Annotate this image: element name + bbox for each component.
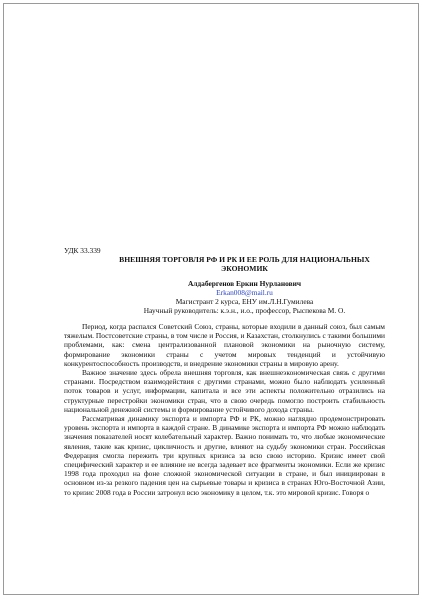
author-block <box>64 279 385 315</box>
paragraph-2: Важное значение здесь обрела внешняя торговля, как внешнеэкономическая связь с другими странами. Посредством взаимодействия с другими странами, можно было наблюдать усиленный поток товаров и услуг, информации, капитала и все эти аспекты положительно отразились на структурные перестройки экономики стран, что в свою очередь помогло построить стабильность национальной денежной системы и формирование устойчивого дохода страны. <box>64 368 385 414</box>
udk-code: УДК 33.339 <box>64 246 101 255</box>
article-title <box>64 255 385 273</box>
paragraph-3: Рассматривая динамику экспорта и импорта РФ и РК, можно наглядно продемонстрировать уровень экспорта и импорта в каждой стране. В динамике экспорта и импорта РФ можно наблюдать значения показателей носят колебательный характер. Важно понимать то, что любые экономические явления, такие как кризис, цикличность и другие, влияют на судьбу экономики стран. Российская Федерация смогла пережить три крупных кризиса за всю свою историю. Кризис имеет свой специфический характер и ее влияние не всегда задевает все фрагменты экономики. Если же кризис 1998 года проходил на фоне сложной экономической ситуации в стране, и был инициирован в основном из-за резкого падения цен на сырьевые товары и кризиса в странах Юго-Восточной Азии, то кризис 2008 года в России затронул всю экономику в целом, т.к. это мировой кризис. Говоря о <box>64 414 385 497</box>
title-line-1: ВНЕШНЯЯ ТОРГОВЛЯ РФ И РК И ЕЕ РОЛЬ ДЛЯ НАЦИОНАЛЬНЫХ <box>119 255 370 264</box>
author-name: Алдабергенов Еркин Нурланович <box>187 279 302 288</box>
title-line-2: ЭКОНОМИК <box>221 264 268 273</box>
author-affiliation: Магистрант 2 курса, ЕНУ им.Л.Н.Гумилева <box>175 297 314 306</box>
paragraph-1: Период, когда распался Советский Союз, страны, которые входили в данный союз, был самым тяжелым. Постсоветские страны, в том числе и Россия, и Казахстан, столкнулись с такими большими проблемами, как: смена централизованной плановой экономики на рыночную систему, формирование экономики страны с учетом мировых тенденций и устойчивую конкурентоспособность производств, и внедрение экономики страны в мировую арену. <box>64 322 385 368</box>
author-email-link[interactable]: Erkan008@mail.ru <box>216 288 273 297</box>
author-supervisor: Научный руководитель: к.э.н., и.о., профессор, Рыспекова М. О. <box>143 306 346 315</box>
document-page <box>3 3 419 595</box>
article <box>64 247 385 497</box>
